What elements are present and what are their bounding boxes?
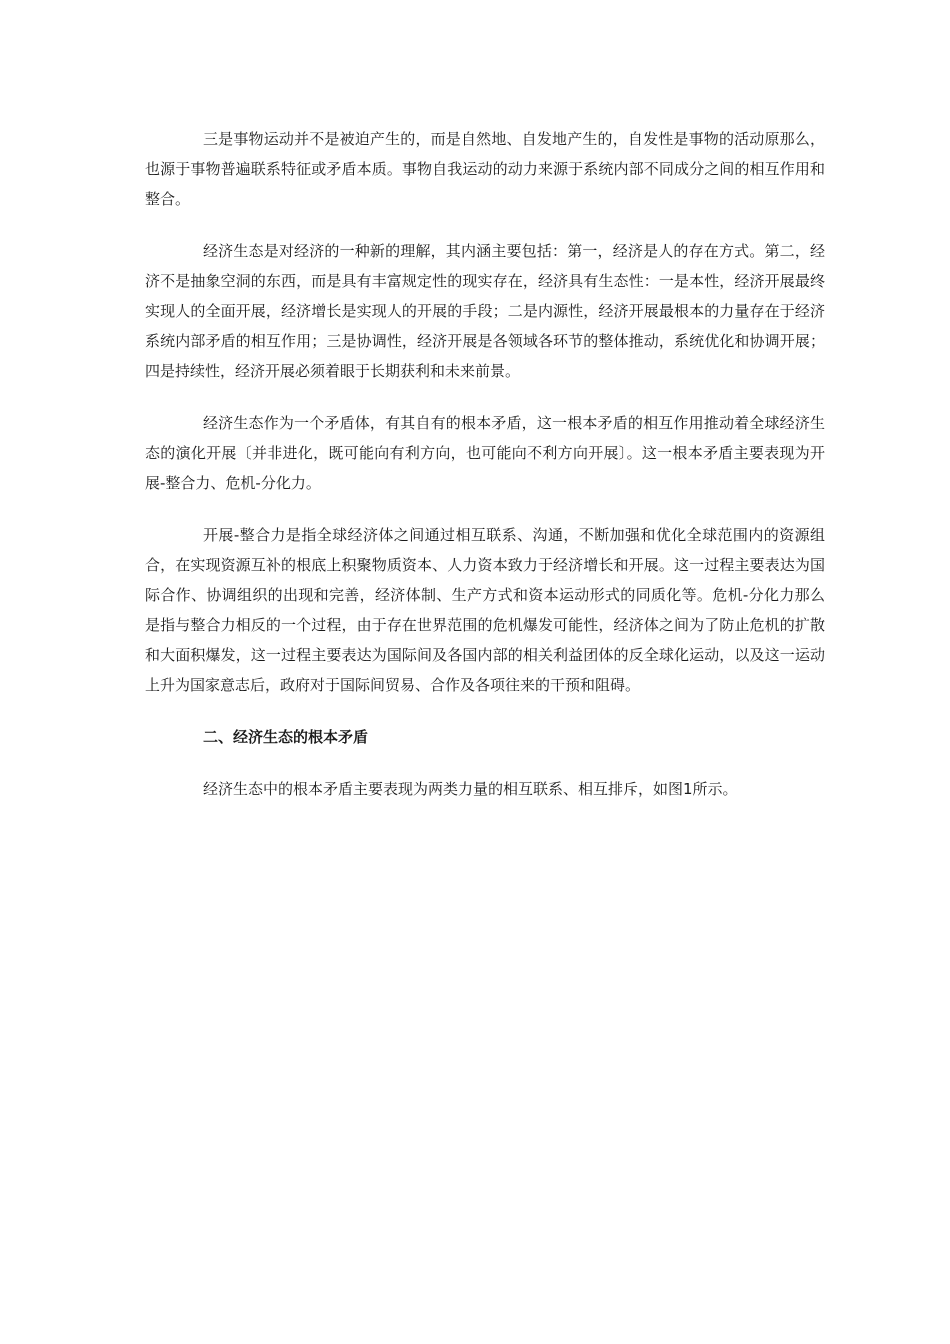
paragraph-2: 经济生态是对经济的一种新的理解，其内涵主要包括：第一，经济是人的存在方式。第二，经济不是抽象空洞的东西，而是具有丰富规定性的现实存在，经济具有生态性：一是本性，经济开展最终实现人的全面开展，经济增长是实现人的开展的手段；二是内源性，经济开展最根本的力量存在于经济系统内部矛盾的相互作用；三是协调性，经济开展是各领域各环节的整体推动，系统优化和协调开展；四是持续性，经济开展必须着眼于长期获利和未来前景。 (145, 242, 825, 380)
section-heading: 二、经济生态的根本矛盾 (203, 728, 369, 746)
paragraph-4: 开展-整合力是指全球经济体之间通过相互联系、沟通，不断加强和优化全球范围内的资源组合，在实现资源互补的根底上积聚物质资本、人力资本致力于经济增长和开展。这一过程主要表达为国际合作、协调组织的出现和完善，经济体制、生产方式和资本运动形式的同质化等。危机-分化力那么是指与整合力相反的一个过程，由于存在世界范围的危机爆发可能性，经济体之间为了防止危机的扩散和大面积爆发，这一过程主要表达为国际间及各国内部的相关利益团体的反全球化运动，以及这一运动上升为国家意志后，政府对于国际间贸易、合作及各项往来的干预和阻碍。 (145, 526, 825, 694)
paragraph-5: 经济生态中的根本矛盾主要表现为两类力量的相互联系、相互排斥，如图1所示。 (203, 780, 738, 798)
paragraph-3: 经济生态作为一个矛盾体，有其自有的根本矛盾，这一根本矛盾的相互作用推动着全球经济生态的演化开展〔并非进化，既可能向有利方向，也可能向不利方向开展〕。这一根本矛盾主要表现为开展-整合力、危机-分化力。 (145, 414, 825, 492)
paragraph-1: 三是事物运动并不是被迫产生的，而是自然地、自发地产生的，自发性是事物的活动原那么，也源于事物普遍联系特征或矛盾本质。事物自我运动的动力来源于系统内部不同成分之间的相互作用和整合。 (145, 130, 825, 208)
document-body (145, 124, 825, 826)
